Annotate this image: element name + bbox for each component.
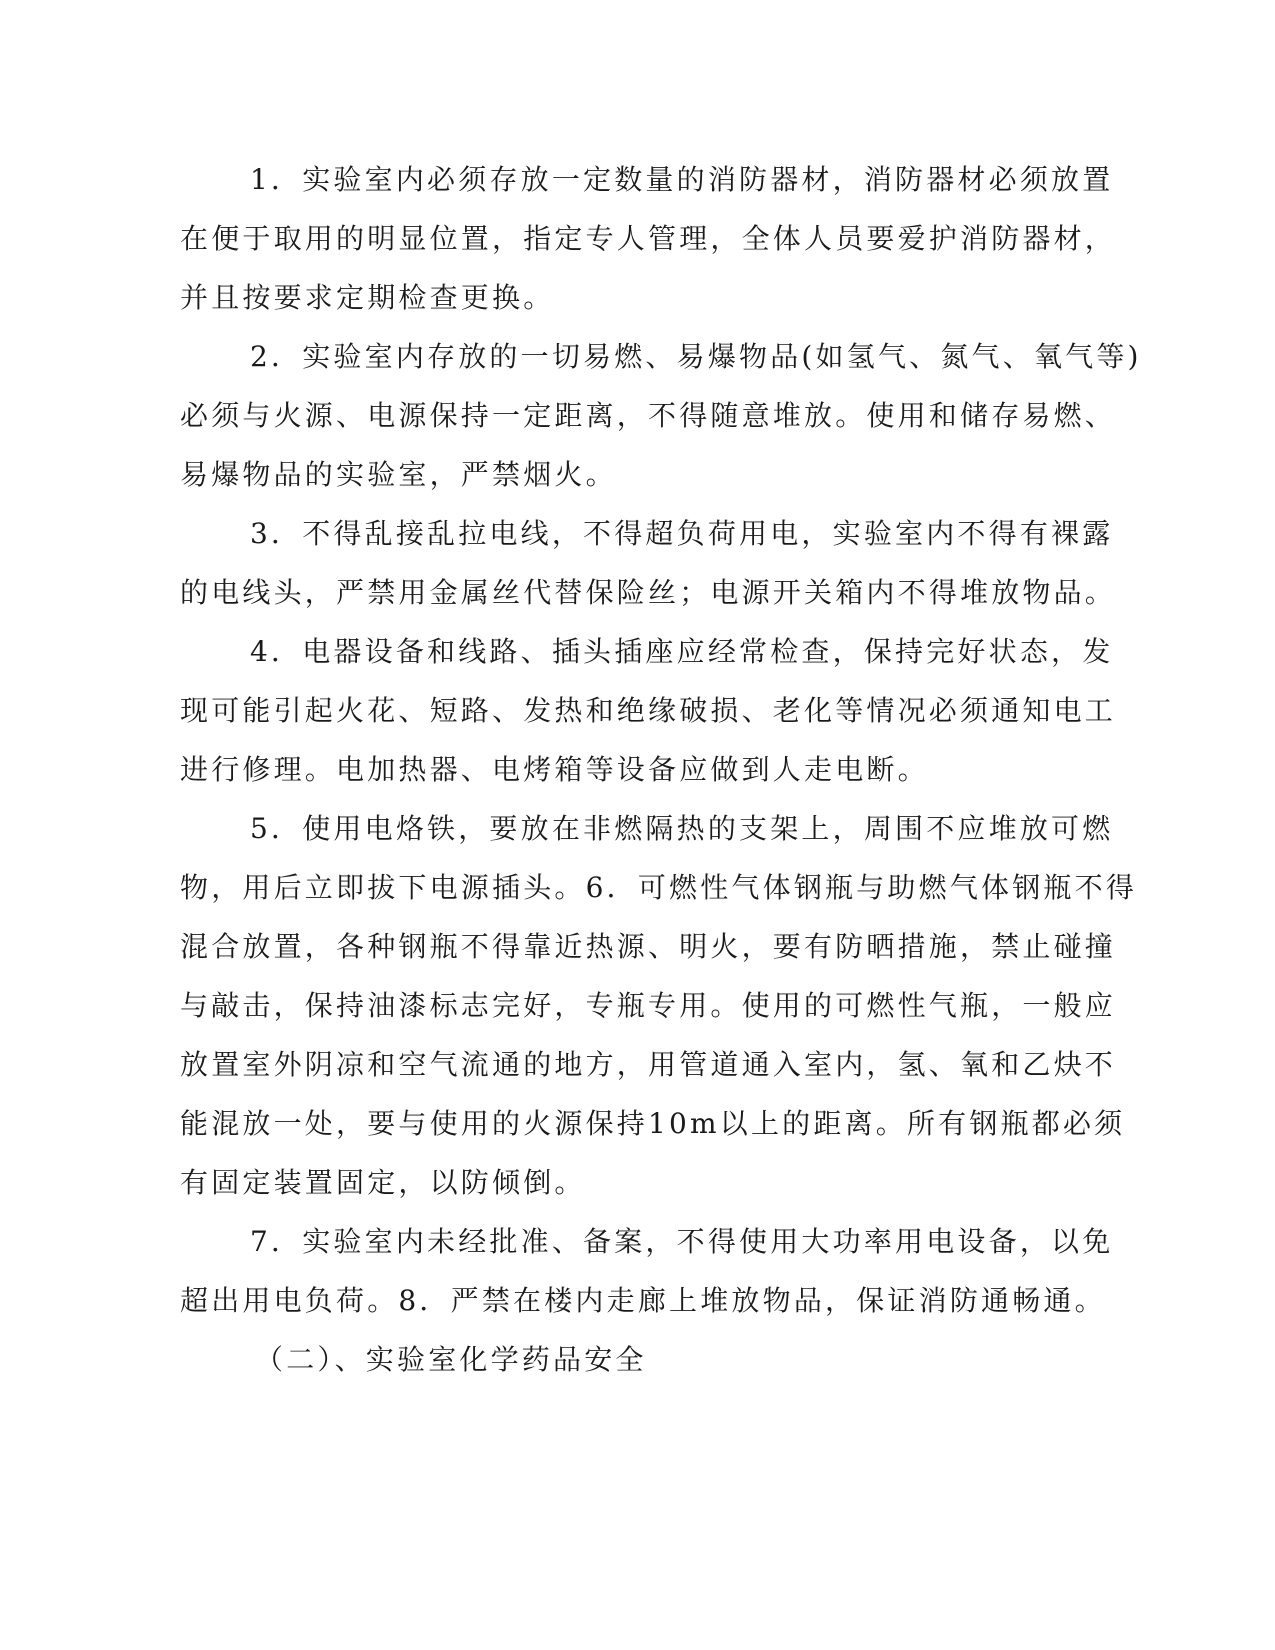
paragraph-2-line-3: 易爆物品的实验室，严禁烟火。 bbox=[180, 458, 617, 491]
paragraph-5-line-2: 物，用后立即拔下电源插头。6．可燃性气体钢瓶与助燃气体钢瓶不得 bbox=[180, 871, 1138, 904]
paragraph-5-line-5: 放置室外阴凉和空气流通的地方，用管道通入室内，氢、氧和乙炔不 bbox=[180, 1048, 1117, 1081]
section-heading: （二）、实验室化学药品安全 bbox=[255, 1343, 647, 1376]
paragraph-5-line-3: 混合放置，各种钢瓶不得靠近热源、明火，要有防晒措施，禁止碰撞 bbox=[180, 930, 1117, 963]
paragraph-1-line-1: 1．实验室内必须存放一定数量的消防器材，消防器材必须放置 bbox=[250, 163, 1114, 196]
paragraph-3-line-1: 3．不得乱接乱拉电线，不得超负荷用电，实验室内不得有裸露 bbox=[250, 517, 1114, 550]
paragraph-4-line-2: 现可能引起火花、短路、发热和绝缘破损、老化等情况必须通知电工 bbox=[180, 694, 1117, 727]
paragraph-3-line-2: 的电线头，严禁用金属丝代替保险丝；电源开关箱内不得堆放物品。 bbox=[180, 576, 1117, 609]
paragraph-5-line-6: 能混放一处，要与使用的火源保持10m以上的距离。所有钢瓶都必须 bbox=[180, 1107, 1126, 1140]
paragraph-5-line-4: 与敲击，保持油漆标志完好，专瓶专用。使用的可燃性气瓶，一般应 bbox=[180, 989, 1117, 1022]
paragraph-5-line-7: 有固定装置固定，以防倾倒。 bbox=[180, 1166, 586, 1199]
paragraph-2-line-1: 2．实验室内存放的一切易燃、易爆物品(如氢气、氮气、氧气等) bbox=[250, 340, 1142, 373]
paragraph-1-line-2: 在便于取用的明显位置，指定专人管理，全体人员要爱护消防器材， bbox=[180, 222, 1117, 255]
paragraph-2-line-2: 必须与火源、电源保持一定距离，不得随意堆放。使用和储存易燃、 bbox=[180, 399, 1117, 432]
paragraph-4-line-1: 4．电器设备和线路、插头插座应经常检查，保持完好状态，发 bbox=[250, 635, 1114, 668]
paragraph-4-line-3: 进行修理。电加热器、电烤箱等设备应做到人走电断。 bbox=[180, 753, 929, 786]
paragraph-6-line-2: 超出用电负荷。8．严禁在楼内走廊上堆放物品，保证消防通畅通。 bbox=[180, 1284, 1106, 1317]
paragraph-5-line-1: 5．使用电烙铁，要放在非燃隔热的支架上，周围不应堆放可燃 bbox=[250, 812, 1114, 845]
paragraph-1-line-3: 并且按要求定期检查更换。 bbox=[180, 281, 555, 314]
paragraph-6-line-1: 7．实验室内未经批准、备案，不得使用大功率用电设备，以免 bbox=[250, 1225, 1114, 1258]
